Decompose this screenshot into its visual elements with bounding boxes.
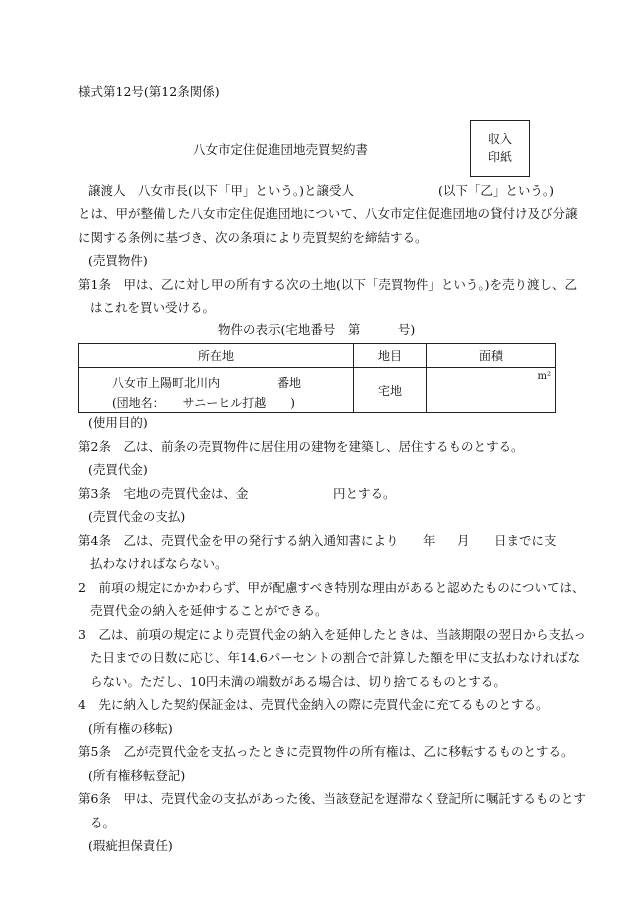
article7-heading: (瑕疵担保責任) — [88, 838, 173, 853]
article1-line1: 第1条 甲は、乙に対し甲の所有する次の土地(以下「売買物件」という。)を売り渡し、乙 — [78, 277, 577, 292]
article4-p2-line1: 2 前項の規定にかかわらず、甲が配慮すべき特別な理由があると認めたものについては、 — [78, 580, 585, 595]
intro-line1b: (以下「乙」という。) — [438, 183, 555, 198]
article4-p2-line2: 売買代金の納入を延伸することができる。 — [90, 603, 328, 618]
area-cell — [427, 368, 556, 413]
article4-line1a: 第4条 乙は、売買代金を甲の発行する納入通知書により — [78, 533, 399, 548]
article5-heading: (所有権の移転) — [88, 721, 173, 736]
property-caption: 物件の表示(宅地番号 第 号) — [218, 322, 416, 337]
table-header-row — [79, 344, 556, 368]
article6-line1: 第6条 甲は、売買代金の支払があった後、当該登記を遅滞なく登記所に嘱託するものとす — [78, 791, 586, 806]
article4-p4-line1: 4 先に納入した契約保証金は、売買代金納入の際に売買代金に充てるものとする。 — [78, 697, 549, 712]
article5-line1: 第5条 乙が売買代金を支払ったときに売買物件の所有権は、乙に移転するものとする。 — [78, 744, 574, 759]
article1-heading: (売買物件) — [88, 253, 148, 268]
article4-p3-line3: らない。ただし、10円未満の端数がある場合は、切り捨てるものとする。 — [90, 674, 506, 689]
header-area: 面積 — [427, 344, 556, 368]
article3-heading: (売買代金) — [88, 462, 148, 477]
stamp-label-line2: 印紙 — [487, 149, 512, 164]
article2-line1: 第2条 乙は、前条の売買物件に居住用の建物を建築し、居住するものとする。 — [78, 439, 524, 454]
article6-line2: る。 — [90, 815, 116, 830]
article6-heading: (所有権移転登記) — [88, 768, 186, 783]
intro-line1a: 譲渡人 八女市長(以下「甲」という。)と譲受人 — [88, 183, 355, 198]
article4-p3-line1: 3 乙は、前項の規定により売買代金の納入を延伸したときは、当該期限の翌日から支払っ — [78, 627, 586, 642]
area-unit: m² — [537, 371, 551, 382]
location-line2: (団地名： サニーヒル打越 ) — [112, 396, 295, 410]
stamp-label-line1: 収入 — [487, 132, 512, 147]
location-line1: 八女市上陽町北川内 — [112, 376, 221, 390]
article2-heading: (使用目的) — [88, 415, 148, 430]
article4-p3-line2: た日までの日数に応じ、年14.6パーセントの割合で計算した額を甲に支払わなければな — [90, 650, 581, 665]
article3-line1b: 円とする。 — [333, 486, 396, 501]
header-category: 地目 — [354, 344, 427, 368]
article4-heading: (売買代金の支払) — [88, 509, 186, 524]
category-cell: 宅地 — [354, 368, 427, 413]
article4-month: 月 — [457, 533, 470, 548]
form-label: 様式第12号(第12条関係) — [78, 84, 220, 99]
location-cell — [79, 368, 354, 413]
location-number: 番地 — [277, 376, 302, 390]
revenue-stamp-box — [470, 120, 530, 177]
article4-line1b: 日までに支 — [494, 533, 557, 548]
intro-line2: とは、甲が整備した八女市定住促進団地について、八女市定住促進団地の貸付け及び分譲 — [78, 206, 578, 221]
article1-line2: はこれを買い受ける。 — [90, 300, 216, 315]
intro-line3: に関する条例に基づき、次の条項により売買契約を締結する。 — [78, 230, 428, 245]
article3-line1a: 第3条 宅地の売買代金は、金 — [78, 486, 249, 501]
property-table — [78, 343, 556, 413]
table-row — [79, 368, 556, 413]
page-title: 八女市定住促進団地売買契約書 — [193, 142, 369, 157]
header-location: 所在地 — [79, 344, 354, 368]
article4-year: 年 — [423, 533, 436, 548]
article4-line2: 払わなければならない。 — [90, 556, 228, 571]
